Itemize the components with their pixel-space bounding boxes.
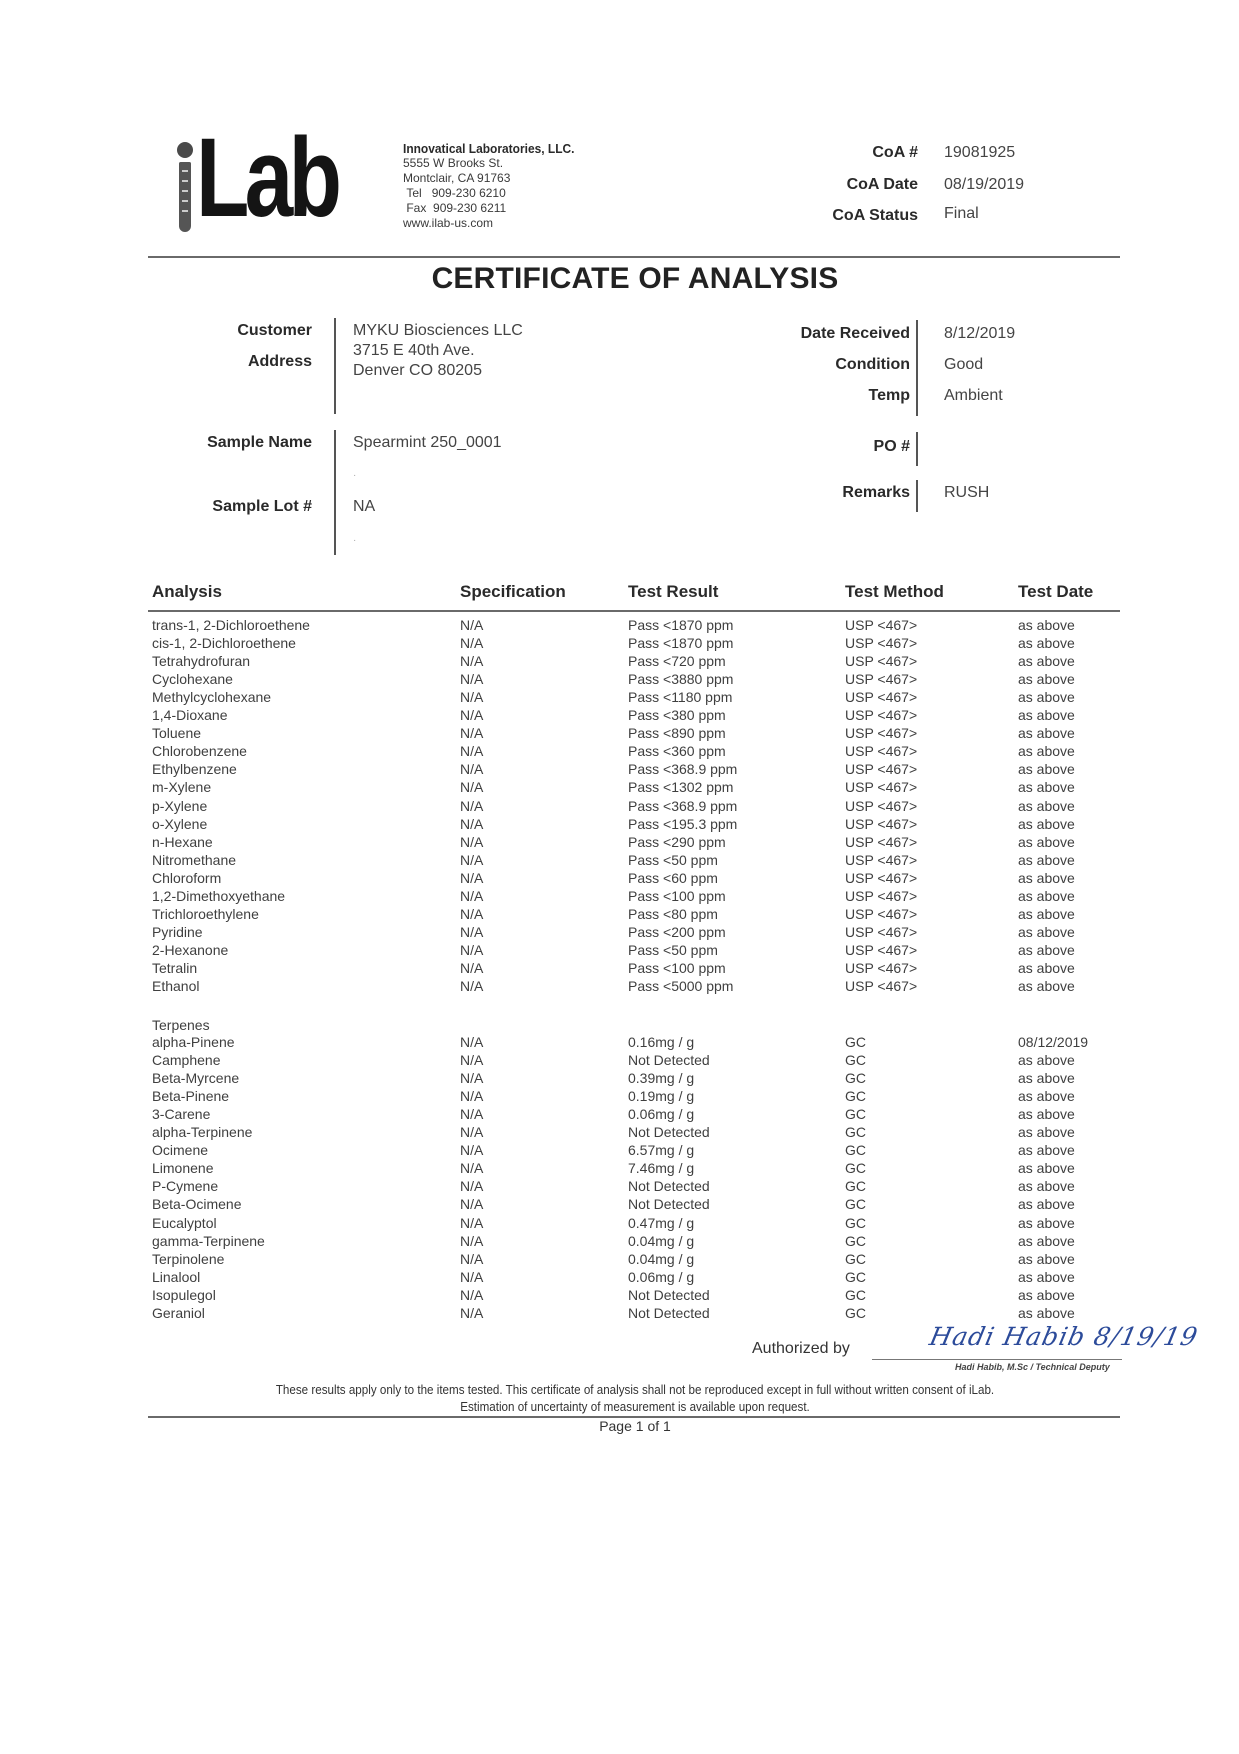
specification: N/A — [460, 1124, 484, 1141]
po-divider — [916, 432, 918, 466]
test-method: GC — [845, 1142, 866, 1159]
test-date: as above — [1018, 707, 1075, 724]
analyte-name: Ocimene — [152, 1142, 209, 1159]
test-method: GC — [845, 1124, 866, 1141]
test-method: GC — [845, 1232, 866, 1249]
sample-name: Spearmint 250_0001 — [353, 434, 502, 451]
condition-label: Condition — [835, 356, 910, 373]
specification: N/A — [460, 851, 484, 868]
analyte-name: Beta-Ocimene — [152, 1196, 242, 1213]
test-result: Not Detected — [628, 1124, 710, 1141]
test-date: as above — [1018, 1088, 1075, 1105]
test-result: Pass <1302 ppm — [628, 779, 734, 796]
specification: N/A — [460, 689, 484, 706]
test-method: USP <467> — [845, 635, 918, 652]
test-date: as above — [1018, 779, 1075, 796]
test-method: USP <467> — [845, 923, 918, 940]
analyte-name: Camphene — [152, 1052, 221, 1069]
table-row — [0, 1106, 1239, 1124]
test-method: GC — [845, 1052, 866, 1069]
test-tube-icon — [176, 140, 194, 234]
test-result: 0.06mg / g — [628, 1106, 695, 1123]
test-result: 0.06mg / g — [628, 1268, 695, 1285]
col-header-specification: Specification — [460, 582, 566, 601]
coa-number: 19081925 — [944, 144, 1016, 161]
col-header-test-result: Test Result — [628, 582, 719, 601]
table-row — [0, 761, 1239, 779]
analyte-name: Terpinolene — [152, 1250, 225, 1267]
analyte-name: alpha-Pinene — [152, 1034, 235, 1050]
test-date: 08/12/2019 — [1018, 1034, 1089, 1050]
test-date: as above — [1018, 959, 1075, 976]
specification: N/A — [460, 743, 484, 760]
specification: N/A — [460, 833, 484, 850]
condition: Good — [944, 356, 984, 373]
test-result: Pass <1870 ppm — [628, 617, 734, 633]
temp: Ambient — [944, 387, 1003, 404]
uncertainty-note: Estimation of uncertainty of measurement is available upon request. — [460, 1400, 810, 1414]
specification: N/A — [460, 815, 484, 832]
test-result: Pass <1180 ppm — [628, 689, 733, 706]
customer-address-line2: Denver CO 80205 — [353, 362, 482, 379]
table-row — [0, 870, 1239, 888]
test-method: GC — [845, 1304, 866, 1321]
sample-lot-label: Sample Lot # — [212, 498, 312, 515]
authorized-by-label: Authorized by — [752, 1340, 850, 1357]
specification: N/A — [460, 887, 484, 904]
test-result: Pass <100 ppm — [628, 887, 726, 904]
analyte-name: Beta-Myrcene — [152, 1070, 240, 1087]
specification: N/A — [460, 1250, 484, 1267]
lab-city: Montclair, CA 91763 — [403, 171, 511, 185]
test-date: as above — [1018, 1232, 1075, 1249]
test-date: as above — [1018, 635, 1075, 652]
test-result: Pass <50 ppm — [628, 851, 718, 868]
table-row — [0, 924, 1239, 942]
test-result: Pass <3880 ppm — [628, 671, 734, 688]
specification: N/A — [460, 905, 484, 922]
test-result: 0.04mg / g — [628, 1232, 695, 1249]
test-date: as above — [1018, 833, 1075, 850]
analyte-name: P-Cymene — [152, 1178, 219, 1195]
test-method: USP <467> — [845, 978, 918, 994]
test-method: GC — [845, 1178, 866, 1195]
test-result: 0.19mg / g — [628, 1088, 695, 1105]
test-method: USP <467> — [845, 941, 918, 958]
specification: N/A — [460, 869, 484, 886]
table-row — [0, 888, 1239, 906]
test-date: as above — [1018, 653, 1075, 670]
test-date: as above — [1018, 1196, 1075, 1213]
test-method: GC — [845, 1286, 866, 1303]
placeholder-dot: · — [353, 535, 357, 546]
test-method: GC — [845, 1196, 866, 1213]
test-method: GC — [845, 1106, 866, 1123]
coa-date: 08/19/2019 — [944, 176, 1025, 193]
table-row — [0, 942, 1239, 960]
test-method: USP <467> — [845, 833, 918, 850]
coa-date-label: CoA Date — [846, 176, 918, 193]
temp-label: Temp — [868, 387, 910, 404]
table-row — [0, 798, 1239, 816]
test-result: 7.46mg / g — [628, 1160, 695, 1177]
table-row — [0, 906, 1239, 924]
test-result: Pass <360 ppm — [628, 743, 726, 760]
test-method: USP <467> — [845, 905, 918, 922]
placeholder-dot: · — [353, 470, 357, 481]
test-date: as above — [1018, 1178, 1075, 1195]
lab-tel — [403, 186, 589, 201]
test-method: USP <467> — [845, 815, 918, 832]
specification: N/A — [460, 1214, 484, 1231]
analyte-name: Trichloroethylene — [152, 905, 259, 922]
table-row — [0, 671, 1239, 689]
signer-name: Hadi Habib, M.Sc / Technical Deputy — [955, 1362, 1110, 1372]
analyte-name: m-Xylene — [152, 779, 212, 796]
test-date: as above — [1018, 905, 1075, 922]
table-row — [0, 689, 1239, 707]
specification: N/A — [460, 1088, 484, 1105]
analyte-name: 2-Hexanone — [152, 941, 229, 958]
test-method: USP <467> — [845, 851, 918, 868]
test-result: Pass <890 ppm — [628, 725, 726, 742]
test-date: as above — [1018, 689, 1075, 706]
test-date: as above — [1018, 1250, 1075, 1267]
ilab-logo — [176, 115, 358, 240]
test-result: Pass <80 ppm — [628, 905, 718, 922]
test-result: Pass <368.9 ppm — [628, 761, 738, 778]
test-date: as above — [1018, 1052, 1075, 1069]
analyte-name: Eucalyptol — [152, 1214, 217, 1231]
table-row — [0, 1269, 1239, 1287]
analyte-name: Tetrahydrofuran — [152, 653, 251, 670]
table-row — [0, 1215, 1239, 1233]
test-date: as above — [1018, 1286, 1075, 1303]
specification: N/A — [460, 978, 484, 994]
test-date: as above — [1018, 1142, 1075, 1159]
test-result: Pass <380 ppm — [628, 707, 726, 724]
customer-divider — [334, 318, 336, 414]
test-method: GC — [845, 1034, 866, 1050]
lab-address-block — [403, 141, 589, 231]
analyte-name: p-Xylene — [152, 797, 208, 814]
test-method: GC — [845, 1070, 866, 1087]
test-result: Not Detected — [628, 1304, 710, 1321]
test-method: USP <467> — [845, 689, 918, 706]
analyte-name: alpha-Terpinene — [152, 1124, 253, 1141]
specification: N/A — [460, 941, 484, 958]
test-result: 6.57mg / g — [628, 1142, 695, 1159]
col-header-test-date: Test Date — [1018, 582, 1094, 601]
test-method: USP <467> — [845, 959, 918, 976]
table-row — [0, 635, 1239, 653]
address-label: Address — [247, 353, 312, 370]
logo-wordmark: Lab — [196, 115, 338, 240]
analyte-name: n-Hexane — [152, 833, 213, 850]
test-date: as above — [1018, 1160, 1075, 1177]
sample-name-label: Sample Name — [207, 434, 312, 451]
customer-address-line1: 3715 E 40th Ave. — [353, 342, 475, 359]
test-date: as above — [1018, 617, 1075, 633]
specification: N/A — [460, 1034, 484, 1050]
test-result: 0.39mg / g — [628, 1070, 695, 1087]
test-method: USP <467> — [845, 761, 918, 778]
test-result: Pass <50 ppm — [628, 941, 718, 958]
test-result: 0.16mg / g — [628, 1034, 695, 1050]
specification: N/A — [460, 1106, 484, 1123]
fax-value: 909-230 6211 — [433, 201, 507, 215]
test-result: Pass <290 ppm — [628, 833, 726, 850]
table-row — [0, 743, 1239, 761]
signature-line — [872, 1359, 1122, 1360]
table-row — [0, 1178, 1239, 1196]
analyte-name: Nitromethane — [152, 851, 237, 868]
tel-label: Tel — [406, 186, 422, 200]
analyte-name: 1,2-Dimethoxyethane — [152, 887, 286, 904]
table-row — [0, 1124, 1239, 1142]
test-date: as above — [1018, 1304, 1075, 1321]
analyte-name: Pyridine — [152, 923, 203, 940]
test-result: Pass <60 ppm — [628, 869, 718, 886]
test-result: Pass <100 ppm — [628, 959, 726, 976]
table-row — [0, 1251, 1239, 1269]
test-result: Pass <5000 ppm — [628, 978, 734, 994]
sample-lot: NA — [353, 498, 376, 515]
analyte-name: Chloroform — [152, 869, 222, 886]
test-result: Pass <368.9 ppm — [628, 797, 738, 814]
disclaimer-text: These results apply only to the items tested. This certificate of analysis shall not be reproduced except in full without written consent of iLab. — [275, 1383, 995, 1397]
test-date: as above — [1018, 887, 1075, 904]
table-row — [0, 1305, 1239, 1323]
specification: N/A — [460, 779, 484, 796]
test-result: Not Detected — [628, 1196, 710, 1213]
analyte-name: Tetralin — [152, 959, 198, 976]
analyte-name: Ethylbenzene — [152, 761, 237, 778]
test-result: 0.04mg / g — [628, 1250, 695, 1267]
test-result: Not Detected — [628, 1178, 710, 1195]
specification: N/A — [460, 707, 484, 724]
specification: N/A — [460, 959, 484, 976]
specification: N/A — [460, 1070, 484, 1087]
test-date: as above — [1018, 941, 1075, 958]
specification: N/A — [460, 1052, 484, 1069]
analyte-name: cis-1, 2-Dichloroethene — [152, 635, 296, 652]
analyte-name: 3-Carene — [152, 1106, 211, 1123]
test-result: Pass <200 ppm — [628, 923, 726, 940]
table-row — [0, 617, 1239, 635]
lab-name: Innovatical Laboratories, LLC. — [403, 141, 575, 156]
table-row — [0, 1070, 1239, 1088]
test-method: GC — [845, 1268, 866, 1285]
analyte-name: Beta-Pinene — [152, 1088, 230, 1105]
test-date: as above — [1018, 1106, 1075, 1123]
test-date: as above — [1018, 725, 1075, 742]
remarks-label: Remarks — [842, 484, 910, 501]
specification: N/A — [460, 797, 484, 814]
signature: Hadi Habib 8/19/19 — [926, 1322, 1201, 1351]
receipt-divider — [916, 320, 918, 416]
specification: N/A — [460, 1268, 484, 1285]
analyte-name: gamma-Terpinene — [152, 1232, 265, 1249]
specification: N/A — [460, 923, 484, 940]
analyte-name: Cyclohexane — [152, 671, 233, 688]
table-row — [0, 1233, 1239, 1251]
specification: N/A — [460, 1142, 484, 1159]
test-result: Not Detected — [628, 1052, 710, 1069]
test-method: GC — [845, 1088, 866, 1105]
analyte-name: Limonene — [152, 1160, 214, 1177]
test-result: Pass <1870 ppm — [628, 635, 734, 652]
specification: N/A — [460, 1304, 484, 1321]
test-method: USP <467> — [845, 617, 918, 633]
customer-label: Customer — [237, 322, 312, 339]
lab-fax — [403, 201, 589, 216]
test-date: as above — [1018, 797, 1075, 814]
specification: N/A — [460, 653, 484, 670]
test-date: as above — [1018, 671, 1075, 688]
test-date: as above — [1018, 1268, 1075, 1285]
test-date: as above — [1018, 851, 1075, 868]
analyte-name: trans-1, 2-Dichloroethene — [152, 617, 310, 633]
document-title: CERTIFICATE OF ANALYSIS — [431, 262, 839, 295]
analyte-name: 1,4-Dioxane — [152, 707, 228, 724]
specification: N/A — [460, 1160, 484, 1177]
table-row — [0, 1142, 1239, 1160]
table-row — [0, 1034, 1239, 1052]
test-method: USP <467> — [845, 869, 918, 886]
table-header-divider — [148, 610, 1120, 612]
table-row — [0, 779, 1239, 797]
test-date: as above — [1018, 761, 1075, 778]
analyte-name: Linalool — [152, 1268, 201, 1285]
test-date: as above — [1018, 1070, 1075, 1087]
specification: N/A — [460, 1196, 484, 1213]
analyte-name: Isopulegol — [152, 1286, 216, 1303]
test-method: USP <467> — [845, 707, 918, 724]
coa-number-label: CoA # — [872, 144, 918, 161]
table-row — [0, 707, 1239, 725]
table-row — [0, 960, 1239, 978]
test-date: as above — [1018, 869, 1075, 886]
table-row — [0, 1160, 1239, 1178]
specification: N/A — [460, 671, 484, 688]
table-row — [0, 1287, 1239, 1305]
analyte-name: Geraniol — [152, 1304, 205, 1321]
analyte-name: Ethanol — [152, 978, 200, 994]
remarks: RUSH — [944, 484, 990, 501]
sample-divider — [334, 430, 336, 555]
specification: N/A — [460, 635, 484, 652]
test-method: GC — [845, 1160, 866, 1177]
po-label: PO # — [873, 438, 910, 455]
specification: N/A — [460, 761, 484, 778]
test-method: USP <467> — [845, 797, 918, 814]
test-method: USP <467> — [845, 725, 918, 742]
test-date: as above — [1018, 923, 1075, 940]
specification: N/A — [460, 725, 484, 742]
table-row — [0, 653, 1239, 671]
analyte-name: Methylcyclohexane — [152, 689, 272, 706]
page-number: Page 1 of 1 — [599, 1418, 671, 1434]
remarks-divider — [916, 480, 918, 512]
specification: N/A — [460, 617, 484, 633]
test-date: as above — [1018, 978, 1075, 994]
test-result: Not Detected — [628, 1286, 710, 1303]
lab-website: www.ilab-us.com — [403, 216, 494, 230]
test-date: as above — [1018, 743, 1075, 760]
date-received: 8/12/2019 — [944, 325, 1016, 342]
table-row — [0, 1196, 1239, 1214]
test-method: USP <467> — [845, 671, 918, 688]
col-header-test-method: Test Method — [845, 582, 944, 601]
test-method: GC — [845, 1214, 866, 1231]
specification: N/A — [460, 1286, 484, 1303]
analyte-name: o-Xylene — [152, 815, 208, 832]
table-row — [0, 1052, 1239, 1070]
test-method: USP <467> — [845, 779, 918, 796]
table-row — [0, 725, 1239, 743]
date-received-label: Date Received — [800, 325, 910, 342]
table-row — [0, 1088, 1239, 1106]
table-row — [0, 834, 1239, 852]
specification: N/A — [460, 1178, 484, 1195]
fax-label: Fax — [406, 201, 427, 215]
table-row — [0, 816, 1239, 834]
col-header-analysis: Analysis — [152, 582, 222, 601]
tel-value: 909-230 6210 — [431, 186, 506, 200]
test-method: USP <467> — [845, 653, 918, 670]
test-method: USP <467> — [845, 887, 918, 904]
specification: N/A — [460, 1232, 484, 1249]
analyte-name: Chlorobenzene — [152, 743, 247, 760]
test-date: as above — [1018, 1214, 1075, 1231]
test-result: Pass <720 ppm — [628, 653, 726, 670]
customer-name: MYKU Biosciences LLC — [353, 322, 523, 339]
header-divider — [148, 256, 1120, 258]
coa-status: Final — [944, 205, 979, 222]
test-method: GC — [845, 1250, 866, 1267]
coa-status-label: CoA Status — [832, 207, 918, 224]
test-result: Pass <195.3 ppm — [628, 815, 738, 832]
terpenes-section-heading: Terpenes — [152, 1017, 210, 1033]
table-row — [0, 978, 1239, 996]
test-date: as above — [1018, 815, 1075, 832]
analyte-name: Toluene — [152, 725, 202, 742]
test-result: 0.47mg / g — [628, 1214, 695, 1231]
table-row — [0, 852, 1239, 870]
test-date: as above — [1018, 1124, 1075, 1141]
test-method: USP <467> — [845, 743, 918, 760]
lab-street: 5555 W Brooks St. — [403, 156, 504, 170]
